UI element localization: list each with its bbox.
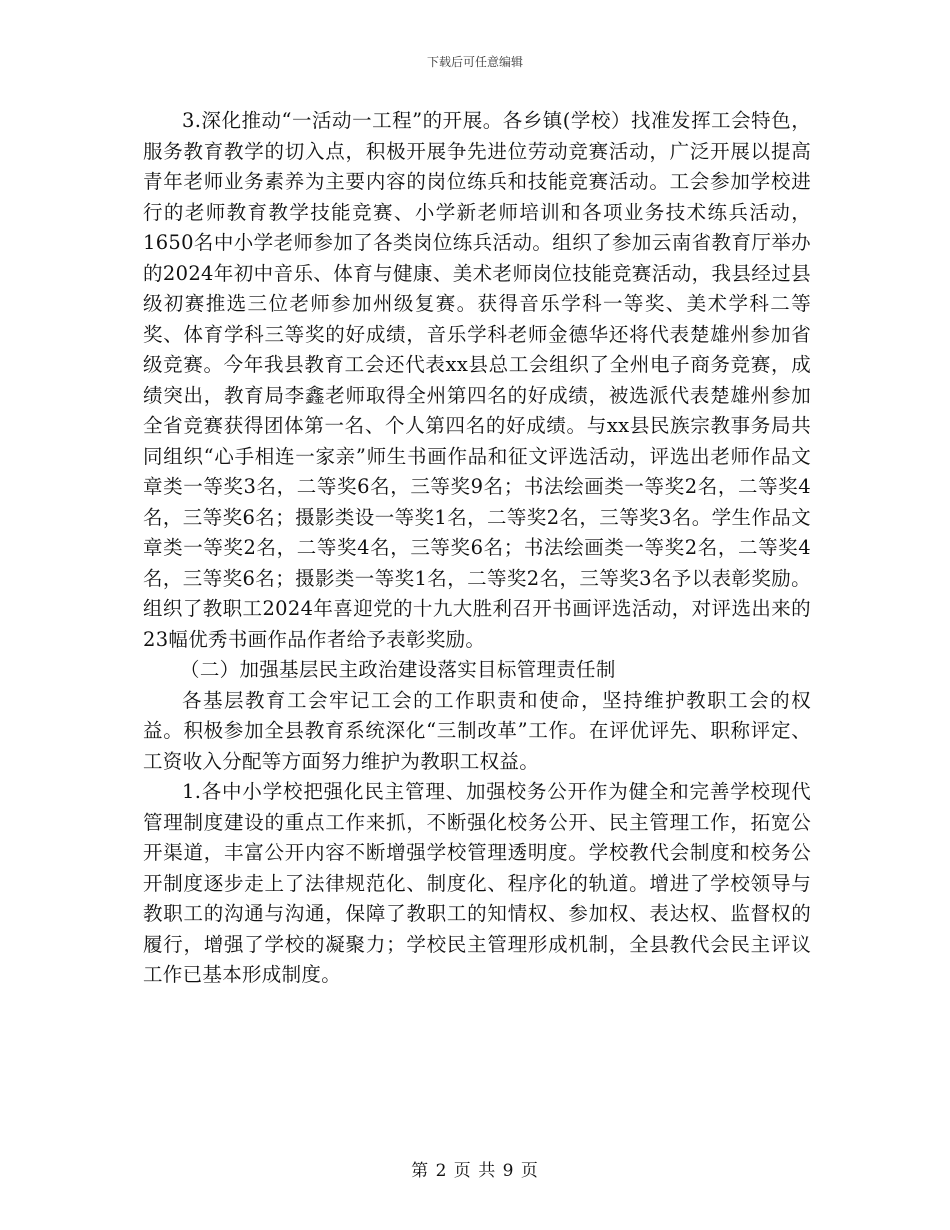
page-number-footer: 第 2 页 共 9 页 <box>411 1161 539 1181</box>
page-header-note: 下载后可任意编辑 <box>426 55 523 69</box>
document-body <box>143 106 811 991</box>
paragraph-union-rights: 各基层教育工会牢记工会的工作职责和使命，坚持维护教职工会的权益。积极参加全县教育系统深化“三制改革”工作。在评优评先、职称评定、工资收入分配等方面努力维护为教职工权益。 <box>143 688 811 773</box>
section-heading-democracy: （二）加强基层民主政治建设落实目标管理责任制 <box>180 658 616 681</box>
paragraph-activities: 3.深化推动“一活动一工程”的开展。各乡镇(学校）找准发挥工会特色，服务教育教学的切入点，积极开展争先进位劳动竞赛活动，广泛开展以提高青年老师业务素养为主要内容的岗位练兵和技能竞赛活动。工会参加学校进行的老师教育教学技能竞赛、小学新老师培训和各项业务技术练兵活动，1650名中小学老师参加了各类岗位练兵活动。组织了参加云南省教育厅举办的2024年初中音乐、体育与健康、美术老师岗位技能竞赛活动，我县经过县级初赛推选三位老师参加州级复赛。获得音乐学科一等奖、美术学科二等奖、体育学科三等奖的好成绩，音乐学科老师金德华还将代表楚雄州参加省级竞赛。今年我县教育工会还代表xx县总工会组织了全州电子商务竞赛，成绩突出，教育局李鑫老师取得全州第四名的好成绩，被选派代表楚雄州参加全省竞赛获得团体第一名、个人第四名的好成绩。与xx县民族宗教事务局共同组织“心手相连一家亲”师生书画作品和征文评选活动，评选出老师作品文章类一等奖3名，二等奖6名，三等奖9名；书法绘画类一等奖2名，二等奖4名，三等奖6名；摄影类设一等奖1名，二等奖2名，三等奖3名。学生作品文章类一等奖2名，二等奖4名，三等奖6名；书法绘画类一等奖2名，二等奖4名，三等奖6名；摄影类一等奖1名，二等奖2名，三等奖3名予以表彰奖励。组织了教职工2024年喜迎党的十九大胜利召开书画评选活动，对评选出来的23幅优秀书画作品作者给予表彰奖励。 <box>143 109 811 651</box>
paragraph-school-management: 1.各中小学校把强化民主管理、加强校务公开作为健全和完善学校现代管理制度建设的重点工作来抓，不断强化校务公开、民主管理工作，拓宽公开渠道，丰富公开内容不断增强学校管理透明度。学校教代会制度和校务公开制度逐步走上了法律规范化、制度化、程序化的轨道。增进了学校领导与教职工的沟通与沟通，保障了教职工的知情权、参加权、表达权、监督权的履行，增强了学校的凝聚力；学校民主管理形成机制，全县教代会民主评议工作已基本形成制度。 <box>143 780 811 986</box>
